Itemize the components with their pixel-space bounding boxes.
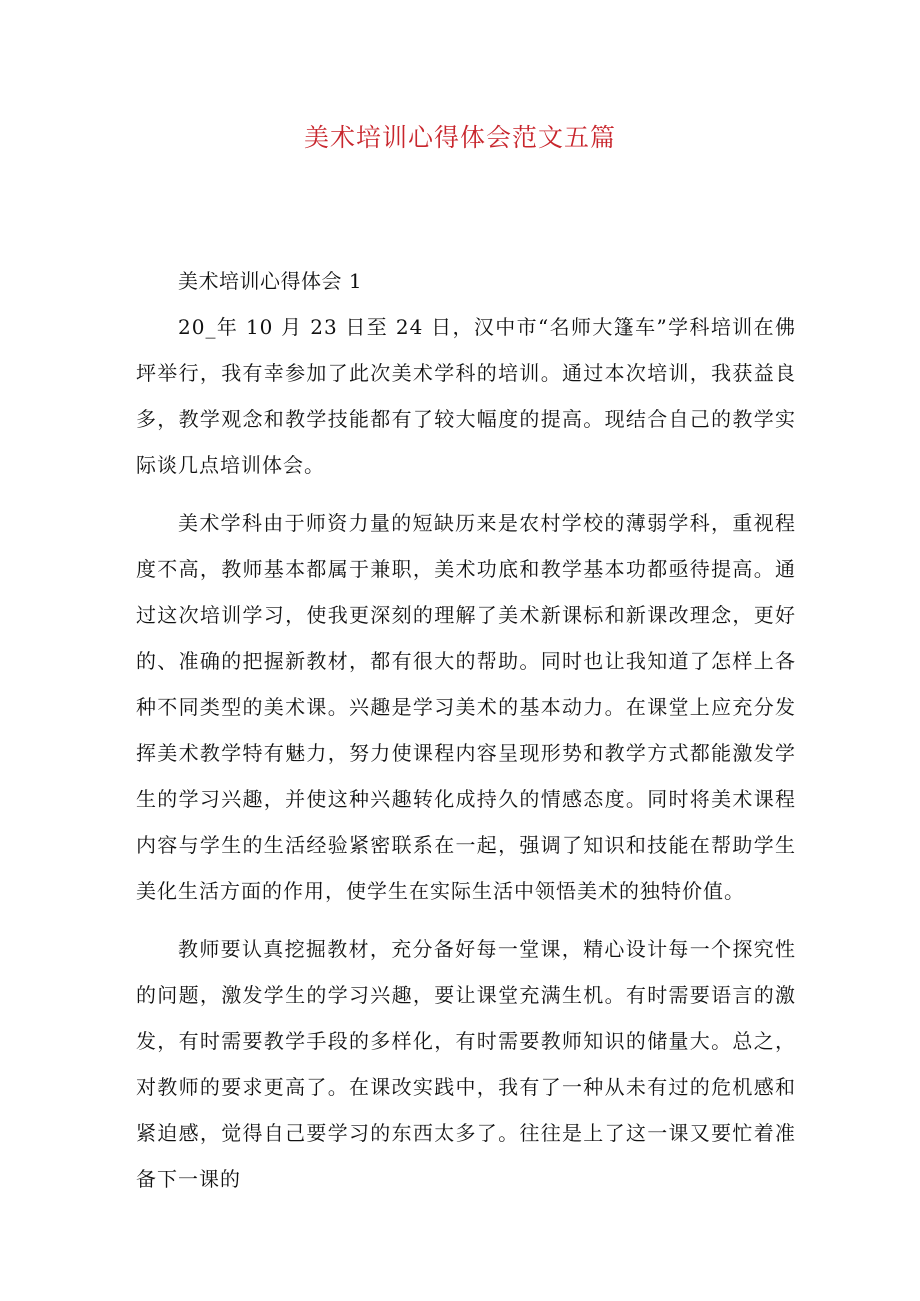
document-body <box>136 258 796 1202</box>
document-title: 美术培训心得体会范文五篇 <box>303 123 616 152</box>
paragraph-3: 教师要认真挖掘教材，充分备好每一堂课，精心设计每一个探究性的问题，激发学生的学习兴趣，要让课堂充满生机。有时需要语言的激发，有时需要教学手段的多样化，有时需要教师知识的储量大。总之，对教师的要求更高了。在课改实践中，我有了一种从未有过的危机感和紧迫感，觉得自己要学习的东西太多了。往往是上了这一课又要忙着准备下一课的 <box>136 937 796 1191</box>
section-heading: 美术培训心得体会 1 <box>178 269 363 293</box>
paragraph-1: 20_年 10 月 23 日至 24 日，汉中市“名师大篷车”学科培训在佛坪举行，我有幸参加了此次美术学科的培训。通过本次培训，我获益良多，教学观念和教学技能都有了较大幅度的提高。现结合自己的教学实际谈几点培训体会。 <box>136 315 796 477</box>
paragraph-2: 美术学科由于师资力量的短缺历来是农村学校的薄弱学科，重视程度不高，教师基本都属于兼职，美术功底和教学基本功都亟待提高。通过这次培训学习，使我更深刻的理解了美术新课标和新课改理念，更好的、准确的把握新教材，都有很大的帮助。同时也让我知道了怎样上各种不同类型的美术课。兴趣是学习美术的基本动力。在课堂上应充分发挥美术教学特有魅力，努力使课程内容呈现形势和教学方式都能激发学生的学习兴趣，并使这种兴趣转化成持久的情感态度。同时将美术课程内容与学生的生活经验紧密联系在一起，强调了知识和技能在帮助学生美化生活方面的作用，使学生在实际生活中领悟美术的独特价值。 <box>136 511 796 903</box>
